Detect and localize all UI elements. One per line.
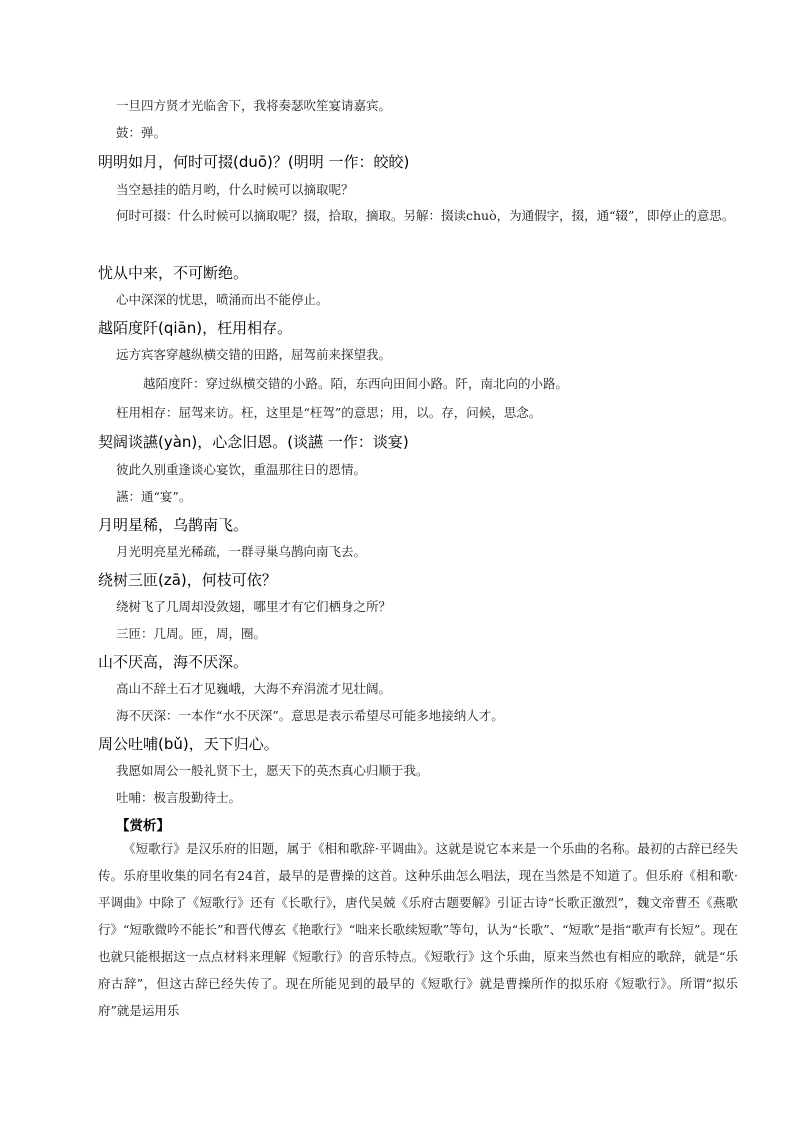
translation-line: 彼此久别重逢谈心宴饮，重温那往日的恩情。: [116, 462, 367, 477]
poem-line: 月明星稀，乌鹊南飞。: [98, 516, 249, 534]
annotation-line: 越陌度阡：穿过纵横交错的小路。陌，东西向田间小路。阡，南北向的小路。: [143, 376, 569, 391]
annotation-line: 三匝：几周。匝，周，圈。: [116, 626, 267, 641]
poem-line: 忧从中来，不可断绝。: [98, 264, 249, 282]
poem-line: 周公吐哺(bǔ)，天下归心。: [98, 735, 279, 753]
poem-line: 山不厌高，海不厌深。: [98, 653, 249, 671]
translation-line: 远方宾客穿越纵横交错的田路，屈驾前来探望我。: [116, 347, 392, 362]
translation-line: 一旦四方贤才光临舍下，我将奏瑟吹笙宴请嘉宾。: [116, 98, 392, 113]
annotation-paragraph: 何时可掇：什么时候可以摘取呢？掇，拾取，摘取。另解：掇读chuò，为通假字，掇，通“辍”，即停止的意思。: [116, 208, 735, 223]
translation-line: 月光明亮星光稀疏，一群寻巢乌鹊向南飞去。: [116, 544, 367, 559]
poem-line: 明明如月，何时可掇(duō)？(明明 一作：皎皎): [98, 153, 410, 171]
translation-line: 高山不辞土石才见巍峨，大海不弃涓流才见壮阔。: [116, 681, 392, 696]
translation-line: 当空悬挂的皓月哟，什么时候可以摘取呢？: [116, 182, 354, 197]
annotation-line: 枉用相存：屈驾来访。枉，这里是“枉驾”的意思；用，以。存，问候，思念。: [116, 405, 542, 420]
poem-line: 绕树三匝(zā)，何枝可依？: [98, 571, 277, 589]
translation-line: 我愿如周公一般礼贤下士，愿天下的英杰真心归顺于我。: [116, 763, 429, 778]
section-heading: 【赏析】: [116, 818, 170, 834]
translation-line: 心中深深的忧思，喷涌而出不能停止。: [116, 292, 329, 307]
annotation-line: 海不厌深：一本作“水不厌深”。意思是表示希望尽可能多地接纳人才。: [116, 708, 504, 723]
translation-line: 绕树飞了几周却没敛翅，哪里才有它们栖身之所？: [116, 599, 392, 614]
poem-line: 契阔谈讌(yàn)，心念旧恩。(谈讌 一作：谈宴): [98, 433, 409, 451]
appreciation-paragraph: 《短歌行》是汉乐府的旧题，属于《相和歌辞·平调曲》。这就是说它本来是一个乐曲的名称。最初的古辞已经失传。乐府里收集的同名有24首，最早的是曹操的这首。这种乐曲怎么唱法，现在当然是不知道了。但乐府《相和歌·平调曲》中除了《短歌行》还有《长歌行》，唐代吴兢《乐府古题要解》引证古诗“长歌正激烈”，魏文帝曹丕《燕歌行》“短歌微吟不能长”和晋代傅玄《艳歌行》“咄来长歌续短歌”等句，认为“长歌”、“短歌”是指“歌声有长短”。现在也就只能根据这一点点材料来理解《短歌行》的音乐特点。《短歌行》这个乐曲，原来当然也有相应的歌辞，就是“乐府古辞”，但这古辞已经失传了。现在所能见到的最早的《短歌行》就是曹操所作的拟乐府《短歌行》。所谓“拟乐府”就是运用乐: [98, 841, 738, 1018]
annotation-line: 吐哺：极言殷勤待士。: [116, 790, 242, 805]
annotation-line: 讌：通“宴”。: [116, 489, 192, 504]
annotation-line: 鼓：弹。: [116, 125, 167, 140]
poem-line: 越陌度阡(qiān)，枉用相存。: [98, 319, 293, 337]
